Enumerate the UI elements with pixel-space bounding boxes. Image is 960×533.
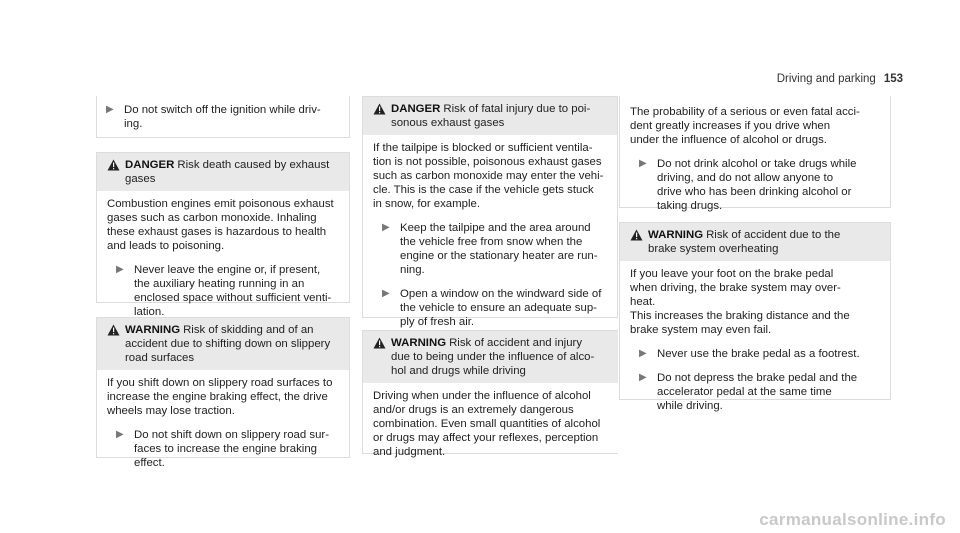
warning-title-bar <box>97 318 349 370</box>
step-arrow-icon: ▶ <box>382 222 390 233</box>
step-text: Do not shift down on slippery road sur- faces to increase the engine braking effect. <box>134 429 330 469</box>
warning-title-bar <box>363 331 618 383</box>
warning-body: This increases the braking distance and the brake system may even fail. <box>630 310 850 336</box>
warning-label: WARNING <box>125 324 181 336</box>
warning-triangle-icon <box>630 228 648 256</box>
step-text: Never use the brake pedal as a footrest. <box>657 348 860 360</box>
warning-box-brake <box>619 222 891 412</box>
danger-label: DANGER <box>391 103 441 115</box>
top-step-box <box>96 96 350 138</box>
watermark: carmanualsonline.info <box>759 510 946 529</box>
alcohol-continuation-box <box>619 96 891 212</box>
warning-title: Risk of skidding and of an accident due to shifting down on slippery road surfaces <box>125 324 331 364</box>
step-arrow-icon: ▶ <box>116 429 124 440</box>
warning-triangle-icon <box>107 158 125 186</box>
step-arrow-icon: ▶ <box>116 264 124 275</box>
danger-title-bar <box>97 153 349 191</box>
warning-title-bar <box>620 223 890 261</box>
warning-triangle-icon <box>373 102 391 130</box>
section-title: Driving and parking <box>776 73 876 85</box>
step-arrow-icon: ▶ <box>639 348 647 359</box>
danger-title: Risk of fatal injury due to poi- sonous exhaust gases <box>391 103 591 129</box>
continuation-body: The probability of a serious or even fatal acci- dent greatly increases if you drive when under the influence of alcohol or drugs. <box>630 106 860 146</box>
step-arrow-icon: ▶ <box>639 372 647 383</box>
step-text: Do not drink alcohol or take drugs while driving, and do not allow anyone to drive who has been drinking alcohol or taking drugs. <box>657 158 857 212</box>
warning-label: WARNING <box>391 337 447 349</box>
page-number: 153 <box>883 73 903 85</box>
danger-label: DANGER <box>125 159 175 171</box>
warning-box-skidding <box>96 317 350 469</box>
step-text: Keep the tailpipe and the area around the vehicle free from snow when the engine or the stationary heater are run- ning. <box>400 222 598 276</box>
danger-title: Risk death caused by exhaust gases <box>125 159 330 185</box>
step-text: Open a window on the windward side of the vehicle to ensure an adequate sup- ply of fresh air. <box>400 288 602 328</box>
warning-triangle-icon <box>373 336 391 378</box>
step-arrow-icon: ▶ <box>106 104 114 115</box>
page-header <box>777 72 903 86</box>
step-arrow-icon: ▶ <box>382 288 390 299</box>
step-text: Do not depress the brake pedal and the accelerator pedal at the same time while driving. <box>657 372 858 412</box>
danger-body: If the tailpipe is blocked or sufficient ventila- tion is not possible, poisonous exhaust gases such as carbon monoxide may enter the vehi- cle. This is the case if the vehicle gets stuck in snow, for example. <box>373 142 604 210</box>
danger-body: Combustion engines emit poisonous exhaust gases such as carbon monoxide. Inhaling these exhaust gases is hazardous to health and leads to poisoning. <box>107 198 334 252</box>
step-text: Never leave the engine or, if present, the auxiliary heating running in an enclosed space without sufficient venti- lation. <box>134 264 332 318</box>
warning-body: Driving when under the influence of alcohol and/or drugs is an extremely dangerous combination. Even small quantities of alcohol or drugs may affect your reflexes, perception and judgment. <box>373 390 601 458</box>
warning-box-alcohol <box>362 330 618 458</box>
warning-body: If you shift down on slippery road surfaces to increase the engine braking effect, the drive wheels may lose traction. <box>107 377 333 417</box>
danger-box-tailpipe <box>362 96 618 328</box>
warning-body: If you leave your foot on the brake pedal when driving, the brake system may over- heat. <box>630 268 841 308</box>
warning-triangle-icon <box>107 323 125 365</box>
step-arrow-icon: ▶ <box>639 158 647 169</box>
step-text: Do not switch off the ignition while driv- ing. <box>124 104 321 130</box>
warning-title: Risk of accident due to the brake system overheating <box>648 229 841 255</box>
warning-label: WARNING <box>648 229 704 241</box>
warning-title: Risk of accident and injury due to being under the influence of alco- hol and drugs while driving <box>391 337 595 377</box>
danger-box-exhaust <box>96 152 350 318</box>
danger-title-bar <box>363 97 617 135</box>
